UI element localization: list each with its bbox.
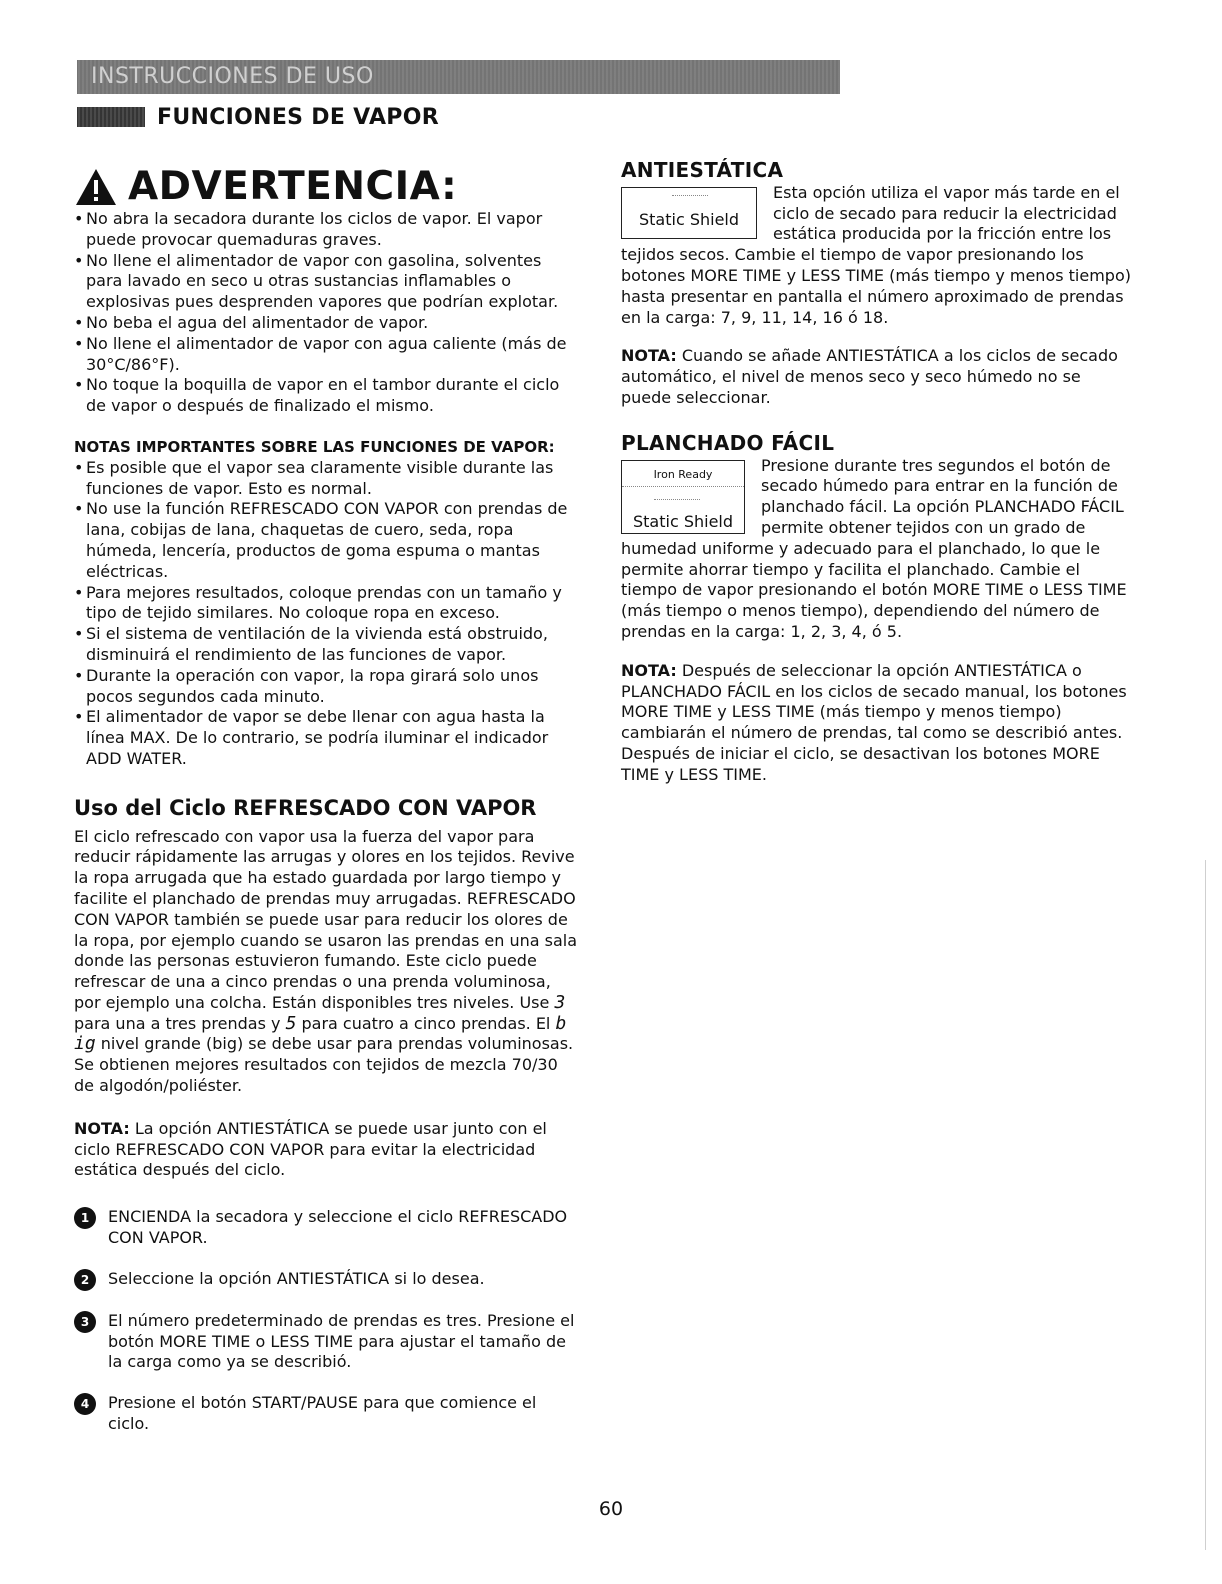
scan-edge-line bbox=[1205, 860, 1206, 1550]
static-shield-panel-graphic bbox=[621, 187, 757, 239]
panel-label: Static Shield bbox=[632, 511, 734, 531]
step-item bbox=[74, 1269, 580, 1291]
step-number-icon: 1 bbox=[74, 1207, 96, 1229]
antiestatica-heading: ANTIESTÁTICA bbox=[621, 158, 784, 182]
planchado-paragraph bbox=[621, 456, 1131, 643]
list-item: • No llene el alimentador de vapor con gasolina, solventes para lavado en seco u otras sustancias inflamables o explosivas pues desprenden vapores que podrían explotar. bbox=[74, 251, 580, 313]
list-item: • Es posible que el vapor sea claramente visible durante las funciones de vapor. Esto es normal. bbox=[74, 458, 580, 500]
list-item: • No toque la boquilla de vapor en el tambor durante el ciclo de vapor o después de finalizado el mismo. bbox=[74, 375, 580, 417]
note-text: La opción ANTIESTÁTICA se puede usar junto con el ciclo REFRESCADO CON VAPOR para evitar la electricidad estática después del ciclo. bbox=[74, 1118, 547, 1180]
note-text: Cuando se añade ANTIESTÁTICA a los ciclos de secado automático, el nivel de menos seco y seco húmedo no se puede seleccionar. bbox=[621, 346, 1118, 407]
list-item: • Si el sistema de ventilación de la vivienda está obstruido, disminuirá el rendimiento de las funciones de vapor. bbox=[74, 624, 580, 666]
left-column bbox=[74, 165, 580, 1435]
list-item: • No llene el alimentador de vapor con agua caliente (más de 30°C/86°F). bbox=[74, 334, 580, 376]
step-text: ENCIENDA la secadora y seleccione el ciclo REFRESCADO CON VAPOR. bbox=[108, 1207, 568, 1248]
warning-title: ADVERTENCIA: bbox=[128, 163, 458, 209]
step-item bbox=[74, 1393, 580, 1435]
notes-heading: NOTAS IMPORTANTES SOBRE LAS FUNCIONES DE VAPOR: bbox=[74, 437, 555, 456]
list-item: • No abra la secadora durante los ciclos de vapor. El vapor puede provocar quemaduras graves. bbox=[74, 209, 580, 251]
uso-title-prefix: Uso del Ciclo bbox=[74, 795, 234, 820]
warning-heading bbox=[74, 165, 580, 209]
warning-triangle-icon bbox=[74, 167, 118, 207]
uso-text: nivel grande (big) se debe usar para prendas voluminosas. Se obtienen mejores resultados con tejidos de mezcla 70/30 de algodón/poliéster. bbox=[74, 1034, 574, 1096]
planchado-text: Presione durante tres segundos el botón de secado húmedo para entrar en la función de planchado fácil. La opción PLANCHADO FÁCIL permite obtener tejidos con un grado de humedad uniforme y adecuado para el planchado, lo que le permite ahorrar tiempo y facilita el planchado. Cambie el tiempo de vapor presionando el botón MORE TIME o LESS TIME (más tiempo o menos tiempo), dependiendo del número de prendas en la carga: 1, 2, 3, 4, ó 5. bbox=[621, 455, 1127, 641]
list-item: • No beba el agua del alimentador de vapor. bbox=[74, 313, 580, 334]
list-item: • Durante la operación con vapor, la ropa girará solo unos pocos segundos cada minuto. bbox=[74, 666, 580, 708]
section-subheading bbox=[77, 102, 439, 132]
heading-bar bbox=[77, 107, 145, 127]
antiestatica-paragraph bbox=[621, 183, 1131, 329]
note-label: NOTA: bbox=[74, 1118, 130, 1138]
uso-text: para cuatro a cinco prendas. El bbox=[296, 1013, 556, 1033]
step-item bbox=[74, 1311, 580, 1373]
section-banner: INSTRUCCIONES DE USO bbox=[77, 60, 840, 94]
uso-title-bold: REFRESCADO CON VAPOR bbox=[233, 795, 537, 820]
iron-ready-panel-graphic bbox=[621, 460, 745, 534]
planchado-note bbox=[621, 661, 1131, 786]
right-column bbox=[621, 160, 1131, 786]
uso-heading bbox=[74, 795, 580, 820]
panel-top-label: Iron Ready bbox=[653, 467, 713, 481]
note-label: NOTA: bbox=[621, 346, 677, 366]
uso-note bbox=[74, 1119, 580, 1181]
seven-segment-3: 3 bbox=[554, 991, 566, 1013]
uso-text: para una a tres prendas y bbox=[74, 1013, 286, 1033]
seven-segment-big: b ig bbox=[74, 1012, 567, 1055]
uso-body bbox=[74, 827, 580, 1097]
list-item: • No use la función REFRESCADO CON VAPOR con prendas de lana, cobijas de lana, chaquetas de cuero, seda, ropa húmeda, lencería, productos de goma espuma o mantas eléctricas. bbox=[74, 499, 580, 582]
step-text: Presione el botón START/PAUSE para que comience el ciclo. bbox=[108, 1393, 537, 1434]
panel-label: Static Shield bbox=[638, 209, 740, 229]
step-text: El número predeterminado de prendas es tres. Presione el botón MORE TIME o LESS TIME para ajustar el tamaño de la carga como ya se describió. bbox=[108, 1310, 575, 1372]
step-text: Seleccione la opción ANTIESTÁTICA si lo desea. bbox=[108, 1268, 485, 1288]
note-text: Después de seleccionar la opción ANTIESTÁTICA o PLANCHADO FÁCIL en los ciclos de secado manual, los botones MORE TIME y LESS TIME (más tiempo y menos tiempo) cambiarán el número de prendas, tal como se describió antes. Después de iniciar el ciclo, se desactivan los botones MORE TIME y LESS TIME. bbox=[621, 660, 1127, 784]
planchado-heading: PLANCHADO FÁCIL bbox=[621, 430, 835, 455]
seven-segment-5: 5 bbox=[285, 1012, 297, 1034]
page-number: 60 bbox=[598, 1498, 624, 1520]
warning-list bbox=[74, 209, 580, 417]
notes-list bbox=[74, 458, 580, 770]
step-number-icon: 3 bbox=[74, 1311, 96, 1333]
step-number-icon: 2 bbox=[74, 1269, 96, 1291]
list-item: • El alimentador de vapor se debe llenar con agua hasta la línea MAX. De lo contrario, se podría iluminar el indicador ADD WATER. bbox=[74, 707, 580, 769]
uso-text: El ciclo refrescado con vapor usa la fuerza del vapor para reducir rápidamente las arrugas y olores en los tejidos. Revive la ropa arrugada que ha estado guardada por largo tiempo y facilite el planchado de prendas muy arrugadas. REFRESCADO CON VAPOR también se puede usar para reducir los olores de la ropa, por ejemplo cuando se usaron las prendas en una sala donde las personas estuvieron fumando. Este ciclo puede refrescar de una a cinco prendas o una prenda voluminosa, por ejemplo una colcha. Están disponibles tres niveles. Use bbox=[74, 826, 578, 1012]
step-number-icon: 4 bbox=[74, 1393, 96, 1415]
antiestatica-note bbox=[621, 346, 1131, 408]
antiestatica-text: Esta opción utiliza el vapor más tarde en el ciclo de secado para reducir la electricidad estática producida por la fricción entre los tejidos secos. Cambie el tiempo de vapor presionando los botones MORE TIME y LESS TIME (más tiempo y menos tiempo) hasta presentar en pantalla el número aproximado de prendas en la carga: 7, 9, 11, 14, 16 ó 18. bbox=[621, 182, 1131, 327]
step-item bbox=[74, 1207, 580, 1249]
subheading-title: FUNCIONES DE VAPOR bbox=[157, 104, 439, 130]
list-item: • Para mejores resultados, coloque prendas con un tamaño y tipo de tejido similares. No coloque ropa en exceso. bbox=[74, 583, 580, 625]
note-label: NOTA: bbox=[621, 660, 677, 680]
